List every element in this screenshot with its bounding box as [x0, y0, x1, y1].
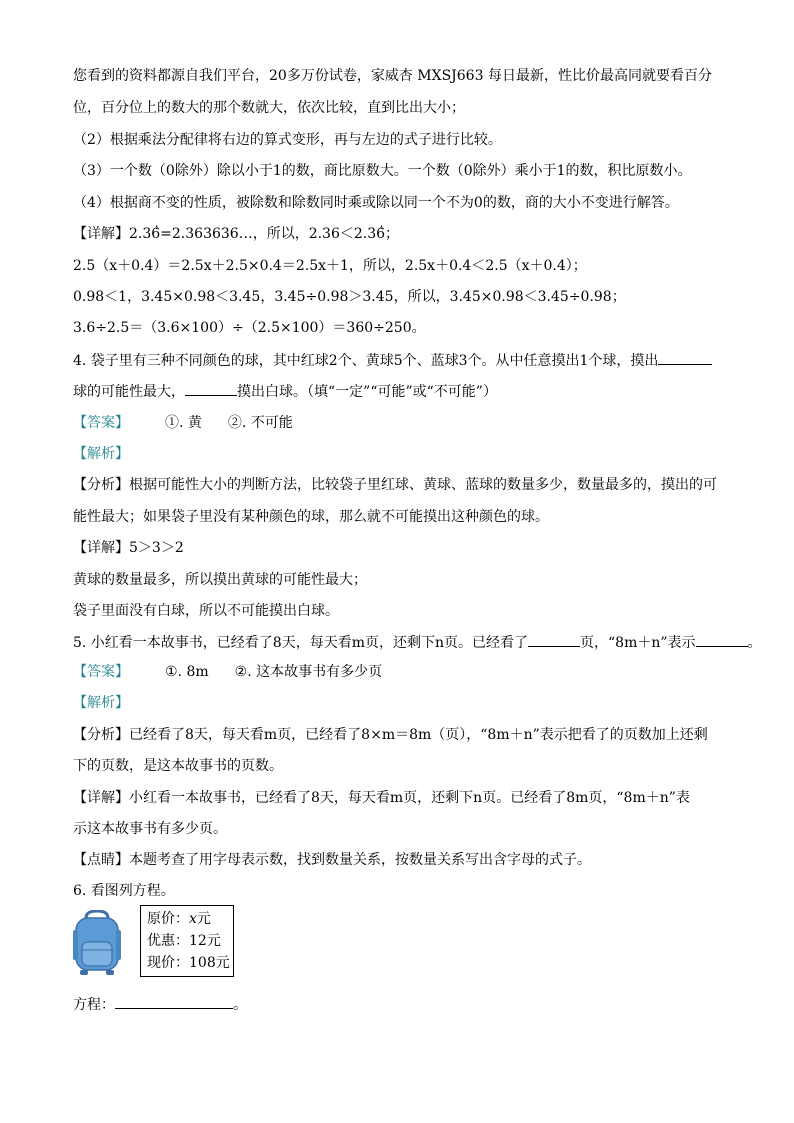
answer-item: ②. 不可能 [227, 415, 293, 431]
analysis-label: 【解析】 [73, 446, 129, 462]
question-text: 4. 袋子里有三种不同颜色的球，其中红球2个、黄球5个、蓝球3个。从中任意摸出1个球，摸出 [73, 353, 659, 369]
question-text: 球的可能性最大， [73, 384, 185, 400]
answer-blank[interactable] [185, 381, 237, 396]
detail-text: 【详解】小红看一本故事书，已经看了8天，每天看m页，还剩下n页。已经看了8m页，“8m＋n”表 [73, 790, 690, 806]
analysis-text: 下的页数，是这本故事书的页数。 [73, 758, 283, 774]
backpack-icon [72, 910, 122, 976]
answer-row [73, 413, 293, 433]
detail-text: 黄球的数量最多，所以摸出黄球的可能性最大； [73, 572, 367, 588]
answer-item: ②. 这本故事书有多少页 [234, 664, 383, 680]
text-line: 2.5（x＋0.4）＝2.5x＋2.5×0.4＝2.5x＋1，所以，2.5x＋0.4＜2.5（x＋0.4）； [73, 258, 587, 274]
answer-label: 【答案】 [73, 664, 129, 680]
text-line: 您看到的资料都源自我们平台，20多万份试卷，家威杏 MXSJ663 每日最新，性比价最高同就要看百分 [73, 68, 712, 84]
question-6-text: 6. 看图列方程。 [73, 883, 175, 899]
text-line: （4）根据商不变的性质，被除数和除数同时乘或除以同一个不为0的数，商的大小不变进行解答。 [73, 195, 679, 211]
answer-blank[interactable] [696, 632, 748, 647]
question-text: 页，“8m＋n”表示 [580, 635, 696, 651]
detail-text: 【详解】5＞3＞2 [73, 540, 184, 556]
original-price: 原价：x元 [147, 911, 211, 927]
answer-label: 【答案】 [73, 415, 129, 431]
answer-item: ①. 8m [165, 664, 209, 680]
equation-blank[interactable] [115, 994, 233, 1009]
answer-blank[interactable] [528, 632, 580, 647]
analysis-label: 【解析】 [73, 695, 129, 711]
equation-label: 方程： [73, 997, 115, 1013]
comment-text: 【点睛】本题考查了用字母表示数，找到数量关系，按数量关系写出含字母的式子。 [73, 852, 591, 868]
answer-row [73, 662, 382, 682]
question-4-text [73, 350, 712, 371]
text-line: 【详解】2.36̇̇=2.363636…，所以，2.36＜2.36̇̇； [73, 226, 400, 242]
analysis-text: 能性最大；如果袋子里没有某种颜色的球，那么就不可能摸出这种颜色的球。 [73, 509, 549, 525]
price-label-box [140, 905, 234, 977]
answer-blank[interactable] [658, 350, 712, 365]
text-line: 位，百分位上的数大的那个数就大，依次比较，直到比出大小； [73, 100, 465, 116]
question-5-text [73, 632, 762, 653]
text-line: 0.98＜1，3.45×0.98＜3.45，3.45÷0.98＞3.45，所以，3.45×0.98＜3.45÷0.98； [73, 289, 626, 305]
analysis-text: 【分析】根据可能性大小的判断方法，比较袋子里红球、黄球、蓝球的数量多少，数量最多的，摸出的可 [73, 477, 717, 493]
detail-text: 示这本故事书有多少页。 [73, 821, 227, 837]
question-4-text-2 [73, 381, 497, 402]
current-price: 现价：108元 [147, 955, 230, 971]
text-line: （2）根据乘法分配律将右边的算式变形，再与左边的式子进行比较。 [73, 132, 502, 148]
text-line: 3.6÷2.5＝（3.6×100）÷（2.5×100）＝360÷250。 [73, 320, 426, 336]
answer-item: ①. 黄 [165, 415, 202, 431]
question-text: 摸出白球。（填“一定”“可能”或“不可能”） [237, 384, 497, 400]
question-text: 。 [747, 635, 762, 651]
detail-text: 袋子里面没有白球，所以不可能摸出白球。 [73, 603, 339, 619]
question-text: 5. 小红看一本故事书，已经看了8天，每天看m页，还剩下n页。已经看了 [73, 635, 529, 651]
analysis-text: 【分析】已经看了8天，每天看m页，已经看了8×m＝8m（页），“8m＋n”表示把看了的页数加上还剩 [73, 727, 708, 743]
discount-price: 优惠：12元 [147, 933, 221, 949]
equation-row: 方程： 。 [73, 994, 247, 1015]
text-line: （3）一个数（0除外）除以小于1的数，商比原数大。一个数（0除外）乘小于1的数，积比原数小。 [73, 163, 692, 179]
